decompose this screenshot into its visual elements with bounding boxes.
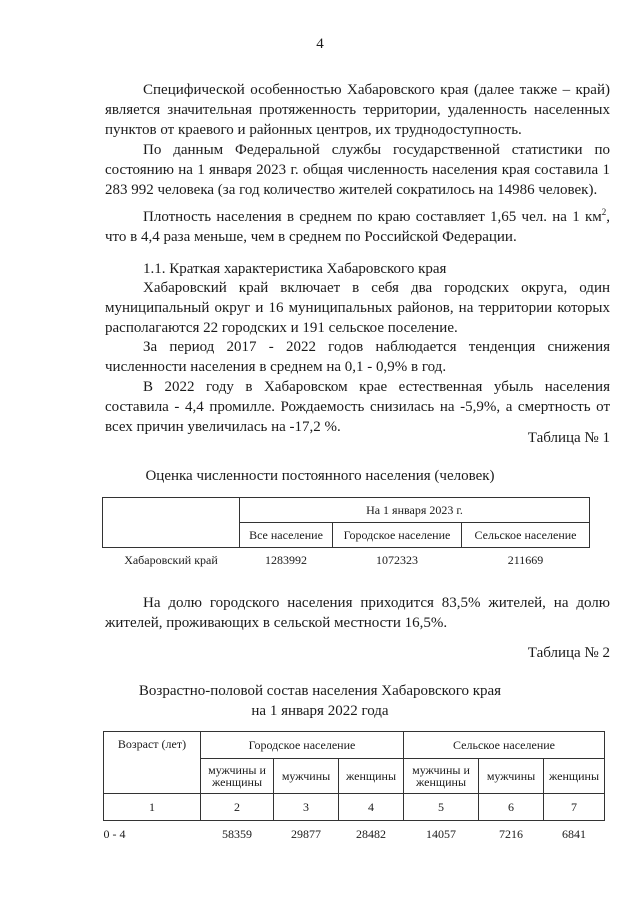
table2-age-header: Возраст (лет) — [104, 732, 201, 794]
table1-cell: 211669 — [507, 552, 544, 567]
table1-cell: 1072323 — [376, 552, 418, 567]
table2-col-number: 3 — [274, 794, 339, 821]
table2-cell: 28482 — [356, 826, 386, 841]
paragraph-text: За период 2017 - 2022 годов наблюдается тенденция снижения численности населения в среднем на 0,1 - 0,9% в год. — [105, 339, 610, 375]
paragraph-text: Специфической особенностью Хабаровского края (далее также – край) является значительная протяженность территории, удаленность населенных пунктов от краевого и районных центров, их труднодоступность. — [105, 82, 610, 138]
table2-sub-women: женщины — [339, 759, 404, 794]
section-title-text: 1.1. Краткая характеристика Хабаровского края — [143, 261, 447, 277]
table2-col-number: 4 — [339, 794, 404, 821]
paragraph-text: Плотность населения в среднем по краю составляет 1,65 чел. на 1 км — [143, 209, 602, 225]
table2-rural-header: Сельское население — [404, 732, 605, 759]
table2-cell: 7216 — [499, 826, 523, 841]
paragraph-region-features — [105, 80, 610, 140]
table2-sub-men: мужчины — [274, 759, 339, 794]
paragraph-demography — [105, 377, 610, 437]
table2 — [103, 731, 605, 847]
table1-group-header: На 1 января 2023 г. — [240, 498, 590, 523]
table2-col-number: 5 — [404, 794, 479, 821]
table2-cell: 14057 — [426, 826, 456, 841]
table1-col-header: Городское население — [333, 523, 462, 548]
table2-title-line1: Возрастно-половой состав населения Хабаровского края — [138, 683, 502, 699]
table2-row-age: 0 - 4 — [103, 826, 126, 841]
paragraph-urban-share — [105, 593, 610, 633]
table2-col-number: 6 — [479, 794, 544, 821]
paragraph-text: Хабаровский край включает в себя два городских округа, один муниципальный округ и 16 муниципальных районов, на территории которых располагаются 22 городских и 191 сельское поселение. — [105, 280, 610, 336]
table1-col-header: Сельское население — [462, 523, 590, 548]
table2-urban-header: Городское население — [201, 732, 404, 759]
table1-label: Таблица № 1 — [527, 430, 610, 446]
paragraph-text: По данным Федеральной службы государственной статистики по состоянию на 1 января 2023 г. общая численность населения края составила 1 283 992 человека (за год количество жителей сократилось на 14986 человек). — [105, 142, 610, 198]
table2-col-number: 7 — [544, 794, 605, 821]
table1-col-header: Все население — [240, 523, 333, 548]
section-title — [105, 259, 610, 279]
table2-cell: 6841 — [562, 826, 586, 841]
superscript: 2 — [601, 207, 607, 217]
table-row — [103, 548, 590, 573]
table2-cell: 29877 — [291, 826, 321, 841]
paragraph-population — [105, 140, 610, 200]
table1-row-name: Хабаровский край — [124, 552, 218, 567]
table2-sub-both: мужчины и женщины — [201, 759, 274, 794]
paragraph-density — [105, 202, 610, 247]
table2-sub-both: мужчины и женщины — [404, 759, 479, 794]
table1-cell: 1283992 — [265, 552, 307, 567]
paragraph-text: , что в 4,4 раза меньше, чем в среднем по Российской Федерации. — [105, 209, 610, 245]
paragraph-text: В 2022 году в Хабаровском крае естественная убыль населения составила - 4,4 промилле. Рождаемость снизилась на -5,9%, а смертность от всех причин увеличилась на -17,2 %. — [105, 379, 610, 435]
table1 — [102, 497, 590, 572]
page-number: 4 — [316, 36, 324, 52]
table2-label: Таблица № 2 — [527, 645, 610, 661]
table2-sub-men: мужчины — [479, 759, 544, 794]
table1-title: Оценка численности постоянного населения (человек) — [145, 468, 495, 484]
table2-title-line2: на 1 января 2022 года — [251, 703, 389, 719]
table2-sub-women: женщины — [544, 759, 605, 794]
paragraph-trend — [105, 337, 610, 377]
paragraph-admin-structure — [105, 278, 610, 338]
table2-col-number: 2 — [201, 794, 274, 821]
table2-col-number: 1 — [104, 794, 201, 821]
table1-empty-header — [103, 498, 240, 548]
paragraph-text: На долю городского населения приходится 83,5% жителей, на долю жителей, проживающих в сельской местности 16,5%. — [105, 595, 610, 631]
table2-cell: 58359 — [222, 826, 252, 841]
table-row — [104, 821, 605, 848]
